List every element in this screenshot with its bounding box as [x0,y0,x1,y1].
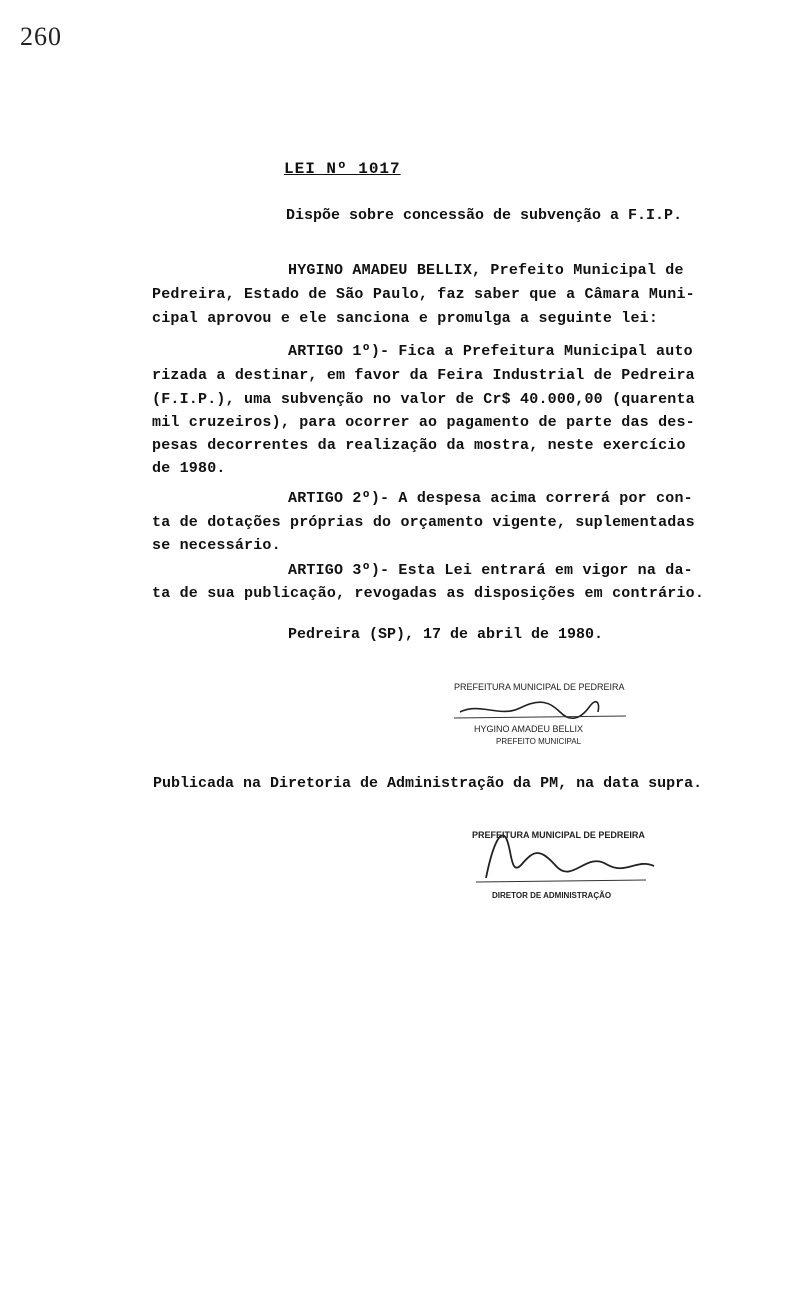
body-line: Pedreira, Estado de São Paulo, faz saber que a Câmara Muni- [152,286,695,303]
body-line: se necessário. [152,537,281,554]
stamp-header: PREFEITURA MUNICIPAL DE PEDREIRA [454,682,625,692]
date-line: Pedreira (SP), 17 de abril de 1980. [288,626,604,643]
stamp-role: PREFEITO MUNICIPAL [496,737,582,746]
body-line: HYGINO AMADEU BELLIX, Prefeito Municipal de [288,262,684,279]
body-line: pesas decorrentes da realização da mostra, neste exercício [152,437,686,454]
article-2-heading: ARTIGO 2º)- A despesa acima correrá por con- [288,490,693,507]
body-line: rizada a destinar, em favor da Feira Industrial de Pedreira [152,367,695,384]
body-line: (F.I.P.), uma subvenção no valor de Cr$ 40.000,00 (quarenta [152,391,695,408]
body-line: ta de sua publicação, revogadas as disposições em contrário. [152,585,705,602]
page-number: 260 [20,22,62,51]
signature-line [454,716,626,718]
article-1-heading: ARTIGO 1º)- Fica a Prefeitura Municipal auto [288,343,693,360]
law-title: LEI Nº 1017 [284,160,401,178]
law-summary: Dispõe sobre concessão de subvenção a F.I.P. [286,207,683,224]
body-line: ta de dotações próprias do orçamento vigente, suplementadas [152,514,695,531]
stamp-name: HYGINO AMADEU BELLIX [474,724,584,734]
body-line: cipal aprovou e ele sanciona e promulga a seguinte lei: [152,310,659,327]
publication-note: Publicada na Diretoria de Administração da PM, na data supra. [153,775,703,792]
director-signature-stamp [466,808,666,908]
body-line: mil cruzeiros), para ocorrer ao pagamento de parte das des- [152,414,695,431]
stamp-role: DIRETOR DE ADMINISTRAÇÃO [492,891,612,900]
article-3-heading: ARTIGO 3º)- Esta Lei entrará em vigor na da- [288,562,693,579]
signature-line [476,880,646,882]
signature-scribble [486,835,654,878]
signature-scribble [460,702,599,719]
stamp-header: PREFEITURA MUNICIPAL DE PEDREIRA [472,830,645,840]
mayor-signature-stamp [440,672,640,752]
body-line: de 1980. [152,460,226,477]
